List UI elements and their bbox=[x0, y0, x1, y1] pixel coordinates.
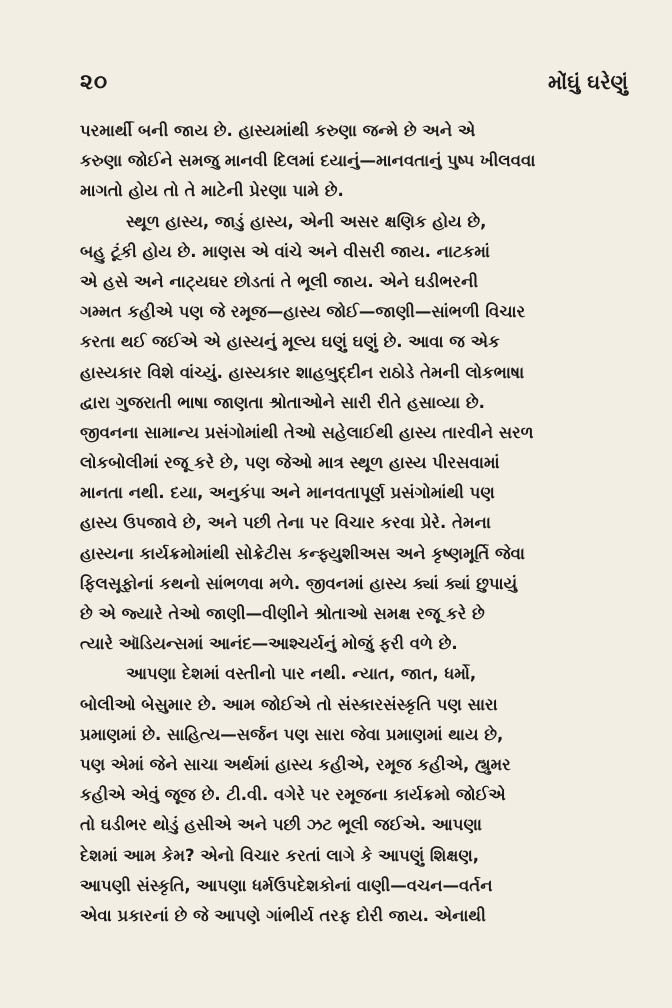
text-line: કરુણા જોઈને સમજુ માનવી દિલમાં દયાનું—માનવતાનું પુષ્પ ખીલવવા bbox=[80, 151, 536, 171]
text-line: માગતો હોય તો તે માટેની પ્રેરણા પામે છે. bbox=[80, 181, 344, 201]
text-line: લોકબોલીમાં રજૂ કરે છે, પણ જેઓ માત્ર સ્થૂળ હાસ્ય પીરસવામાં bbox=[80, 453, 500, 473]
text-line: જીવનના સામાન્ય પ્રસંગોમાંથી તેઓ સહેલાઈથી હાસ્ય તારવીને સરળ bbox=[80, 422, 534, 442]
text-line: પ્રમાણમાં છે. સાહિત્ય—સર્જન પણ સારા જેવા પ્રમાણમાં થાય છે, bbox=[80, 724, 504, 744]
text-line: માનતા નથી. દયા, અનુકંપા અને માનવતાપૂર્ણ પ્રસંગોમાંથી પણ bbox=[80, 483, 495, 503]
text-line: એ હસે અને નાટ્યઘર છોડતાં તે ભૂલી જાય. એને ઘડીભરની bbox=[80, 271, 479, 291]
text-line: દેશમાં આમ કેમ? એનો વિચાર કરતાં લાગે કે આપણું શિક્ષણ, bbox=[80, 845, 479, 865]
text-line: હાસ્યકાર વિશે વાંચ્યું. હાસ્યકાર શાહબુદ્દીન રાઠોડે તેમની લોકભાષા bbox=[80, 362, 525, 382]
text-line: કરતા થઈ જઈએ એ હાસ્યનું મૂલ્ય ઘણું ઘણું છે. આવા જ એક bbox=[80, 332, 500, 352]
text-line: બોલીઓ બેસુમાર છે. આમ જોઈએ તો સંસ્કારસંસ્કૃતિ પણ સારા bbox=[80, 694, 498, 714]
text-line: તો ઘડીભર થોડું હસીએ અને પછી ઝટ ભૂલી જઈએ. આપણા bbox=[80, 815, 482, 835]
text-line: આપણી સંસ્કૃતિ, આપણા ધર્મઉપદેશકોનાં વાણી—વચન—વર્તન bbox=[80, 875, 493, 895]
text-line: ગમ્મત કહીએ પણ જે રમૂજ—હાસ્ય જોઈ—જાણી—સાંભળી વિચાર bbox=[80, 302, 526, 322]
text-line: કહીએ એવું જૂજ છે. ટી.વી. વગેરે પર રમૂજના કાર્યક્રમો જોઈએ bbox=[80, 785, 506, 805]
body-text bbox=[80, 116, 636, 931]
text-line: આપણા દેશમાં વસ્તીનો પાર નથી. ન્યાત, જાત, ધર્મો, bbox=[126, 664, 477, 684]
text-line: પરમાર્થી બની જાય છે. હાસ્યમાંથી કરુણા જન્મે છે અને એ bbox=[80, 121, 476, 140]
text-line: દ્વારા ગુજરાતી ભાષા જાણતા શ્રોતાઓને સારી રીતે હસાવ્યા છે. bbox=[80, 392, 485, 412]
page-number: ૨૦ bbox=[80, 70, 109, 95]
text-line: છે એ જ્યારે તેઓ જાણી—વીણીને શ્રોતાઓ સમક્ષ રજૂ કરે છે bbox=[80, 604, 485, 623]
text-line: બહુ ટૂંકી હોય છે. માણસ એ વાંચે અને વીસરી જાય. નાટકમાં bbox=[80, 241, 490, 261]
running-title: મોંઘું ઘરેણું bbox=[548, 70, 628, 94]
text-line: એવા પ્રકારનાં છે જે આપણે ગાંભીર્ય તરફ દોરી જાય. એનાથી bbox=[80, 905, 486, 925]
text-line: સ્થૂળ હાસ્ય, જાડું હાસ્ય, એની અસર ક્ષણિક હોય છે, bbox=[126, 211, 487, 231]
text-line: પણ એમાં જેને સાચા અર્થમાં હાસ્ય કહીએ, રમૂજ કહીએ, હ્યુમર bbox=[80, 754, 511, 774]
text-line: ત્યારે ઑડિયન્સમાં આનંદ—આશ્ચર્યનું મોજું ફરી વળે છે. bbox=[80, 634, 458, 654]
text-line: હાસ્ય ઉપજાવે છે, અને પછી તેના પર વિચાર કરવા પ્રેરે. તેમના bbox=[80, 513, 491, 533]
text-line: હાસ્યના કાર્યક્રમોમાંથી સોક્રેટીસ કન્ફ્યુશીઅસ અને કૃષ્ણમૂર્તિ જેવા bbox=[80, 543, 525, 563]
text-line: ફિલસૂફોનાં કથનો સાંભળવા મળે. જીવનમાં હાસ્ય ક્યાં ક્યાં છુપાયું bbox=[80, 573, 518, 593]
